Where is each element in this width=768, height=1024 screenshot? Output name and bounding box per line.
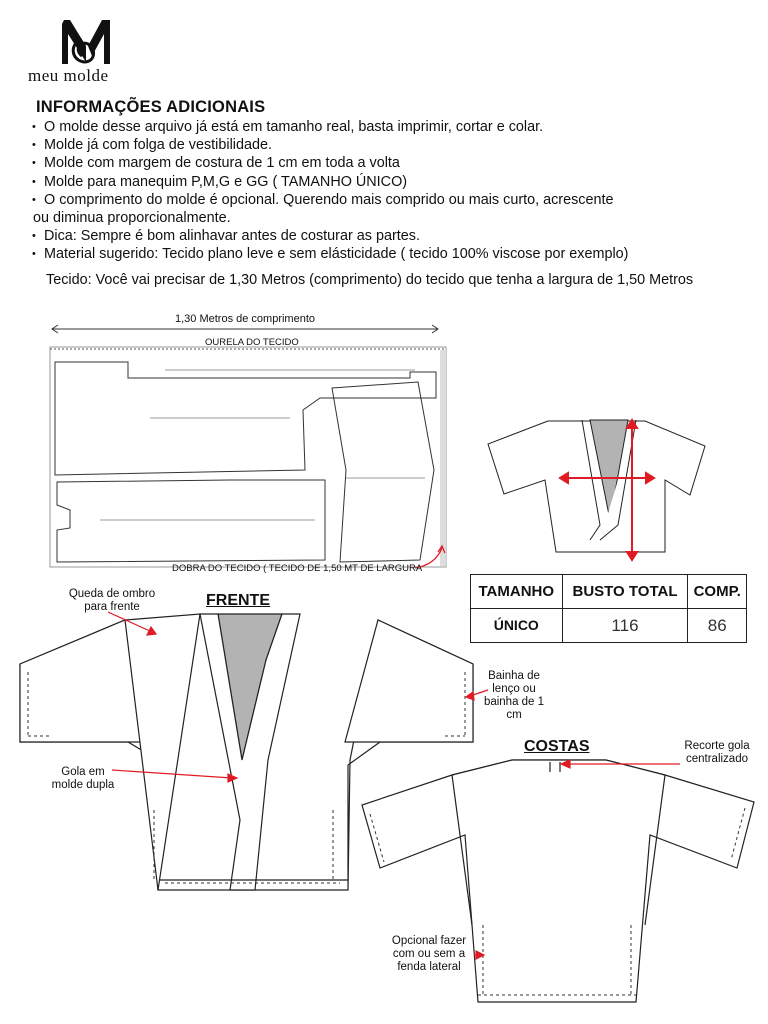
collar-note: Gola em molde dupla [51,766,115,791]
fabric-note: Tecido: Você vai precisar de 1,30 Metros (comprimento) do tecido que tenha a largura de 1,50 Metros [46,272,694,288]
selvage-label: OURELA DO TECIDO [205,337,299,348]
info-item: • Molde com margem de costura de 1 cm em toda a volta [22,154,722,172]
fold-label: DOBRA DO TECIDO ( TECIDO DE 1,50 MT DE LARGURA [172,563,423,574]
brand-name: meu molde [28,66,109,85]
header-bust: BUSTO TOTAL [562,575,688,609]
back-collar-note: Recorte gola centralizado [684,740,750,765]
info-item: • Molde para manequim P,M,G e GG ( TAMANHO ÚNICO) [22,173,722,191]
info-heading: INFORMAÇÕES ADICIONAIS [36,98,266,116]
slit-note: Opcional fazer com ou sem a fenda lateral [391,935,467,973]
info-item: • Molde já com folga de vestibilidade. [22,136,722,154]
shoulder-note: Queda de ombro para frente [68,588,156,613]
info-item: • O comprimento do molde é opcional. Querendo mais comprido ou mais curto, acrescente [22,191,722,209]
header-size: TAMANHO [471,575,563,609]
cell-bust: 116 [562,609,688,643]
header-length: COMP. [688,575,747,609]
info-item: • Material sugerido: Tecido plano leve e sem elásticidade ( tecido 100% viscose por exemplo) [22,245,722,263]
length-label: 1,30 Metros de comprimento [174,313,315,325]
back-title: COSTAS [524,738,590,755]
info-item: • O molde desse arquivo já está em tamanho real, basta imprimir, cortar e colar. [22,118,722,136]
hem-note: Bainha de lenço ou bainha de 1 cm [483,670,545,721]
cell-size: ÚNICO [471,609,563,643]
front-title: FRENTE [206,592,270,609]
cell-length: 86 [688,609,747,643]
info-item: • Dica: Sempre é bom alinhavar antes de costurar as partes. [22,227,722,245]
info-item: ou diminua proporcionalmente. [33,210,231,227]
